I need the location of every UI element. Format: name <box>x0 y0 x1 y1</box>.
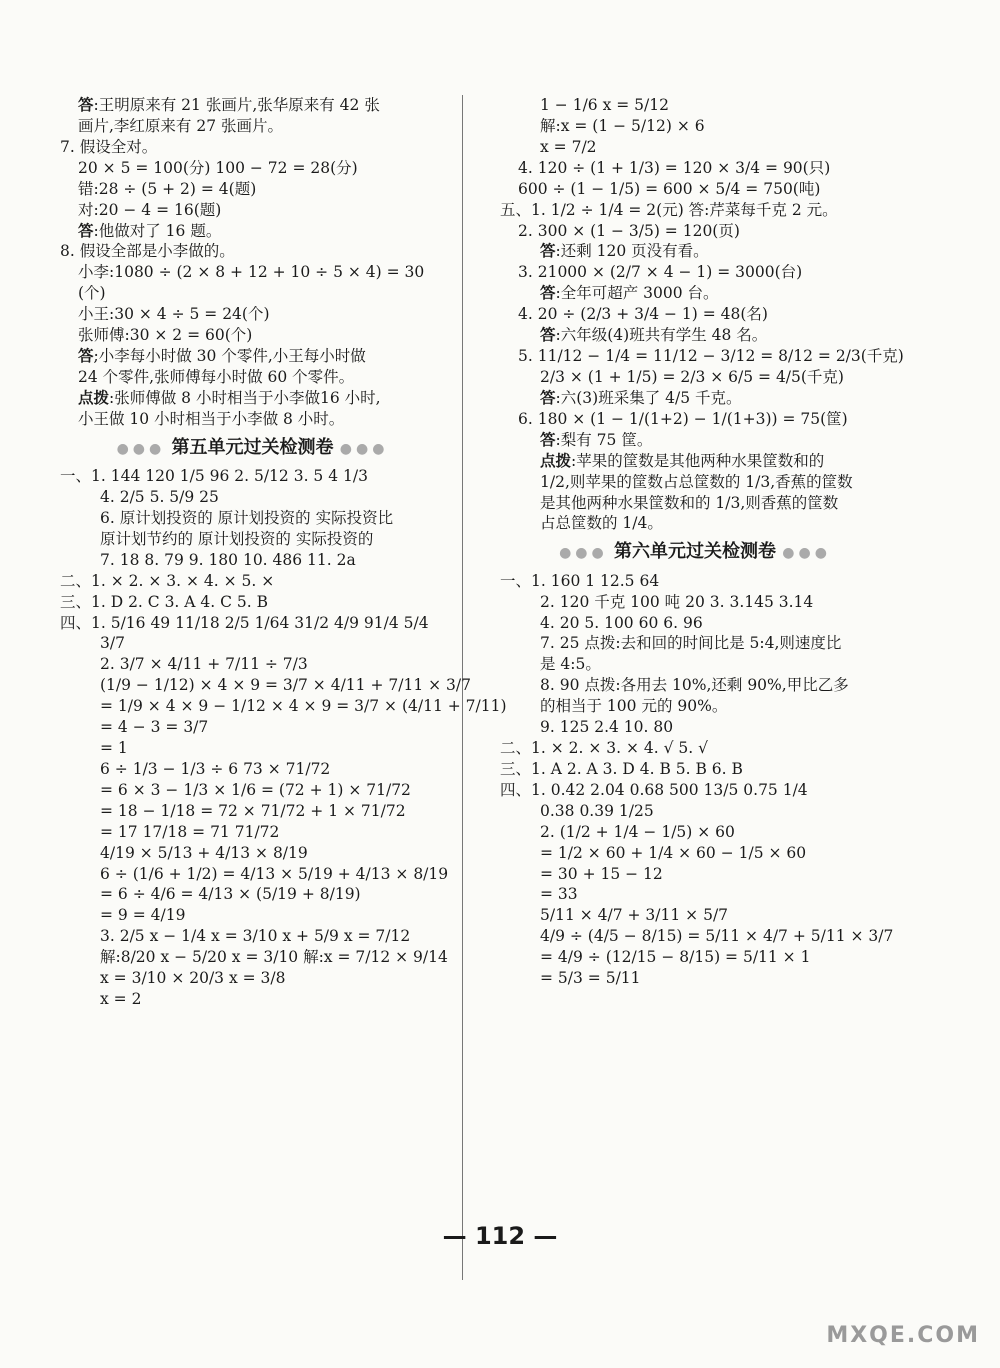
answer-text: 4/9 ÷ (4/5 − 8/15) = 5/11 × 4/7 + 5/11 × 3/7 <box>540 927 894 946</box>
answer-line <box>500 968 890 989</box>
answer-line <box>500 304 890 325</box>
answer-text: = 6 × 3 − 1/3 × 1/6 = (72 + 1) × 71/72 <box>100 780 411 799</box>
right-column <box>500 95 904 989</box>
answer-line <box>60 95 445 116</box>
answer-line <box>60 262 445 283</box>
answer-text: 4/19 × 5/13 + 4/13 × 8/19 <box>100 843 308 862</box>
left-answers-part2 <box>60 466 507 1010</box>
answer-line <box>500 947 890 968</box>
answer-line <box>500 801 890 822</box>
answer-text: = 9 = 4/19 <box>100 906 186 925</box>
answer-text: = 33 <box>540 885 578 904</box>
answer-text: 是 4:5。 <box>540 655 601 674</box>
answer-text: 二、1. × 2. × 3. × 4. × 5. × <box>60 571 275 590</box>
answer-line <box>60 158 445 179</box>
answer-text: = 1/2 × 60 + 1/4 × 60 − 1/5 × 60 <box>540 843 807 862</box>
right-answers-part1 <box>500 95 904 534</box>
answer-line <box>500 367 890 388</box>
answer-line <box>60 487 445 508</box>
answer-line <box>60 221 445 242</box>
answer-text: (1/9 − 1/12) × 4 × 9 = 3/7 × 4/11 + 7/11 × 3/7 <box>100 676 471 695</box>
answer-text: 3. 21000 × (2/7 × 4 − 1) = 3000(台) <box>518 263 803 282</box>
answer-text: = 18 − 1/18 = 72 × 71/72 + 1 × 71/72 <box>100 801 406 820</box>
answer-line <box>500 116 890 137</box>
answer-line <box>500 717 890 738</box>
answer-line <box>60 905 445 926</box>
answer-text: = 4/9 ÷ (12/15 − 8/15) = 5/11 × 1 <box>540 948 811 967</box>
answer-text: :六年级(4)班共有学生 48 名。 <box>555 326 768 345</box>
answer-line <box>60 325 445 346</box>
answer-text: 2. 300 × (1 − 3/5) = 120(页) <box>518 221 740 240</box>
answer-line <box>60 926 445 947</box>
answer-text: (个) <box>78 284 106 303</box>
answer-line <box>500 472 890 493</box>
answer-line <box>500 759 890 780</box>
section-title-text: 第五单元过关检测卷 <box>171 436 334 458</box>
answer-text: 0.38 0.39 1/25 <box>540 801 654 820</box>
answer-text: = 4 − 3 = 3/7 <box>100 718 209 737</box>
answer-line <box>500 926 894 947</box>
answer-text: 1 − 1/6 x = 5/12 <box>540 96 669 114</box>
answer-text: 画片,李红原来有 27 张画片。 <box>78 116 284 135</box>
answer-text: 600 ÷ (1 − 1/5) = 600 × 5/4 = 750(吨) <box>518 179 821 198</box>
answer-text: ;小李每小时做 30 个零件,小王每小时做 <box>93 347 366 366</box>
answer-text: :张师傅做 8 小时相当于小李做16 小时, <box>109 388 381 407</box>
answer-text: :六(3)班采集了 4/5 千克。 <box>555 388 742 407</box>
answer-line <box>500 571 890 592</box>
answer-line <box>60 780 445 801</box>
answer-line <box>60 675 471 696</box>
answer-line <box>500 221 890 242</box>
answer-text: 7. 18 8. 79 9. 180 10. 486 11. 2a <box>100 550 356 569</box>
section-title-text: 第六单元过关检测卷 <box>614 541 776 563</box>
answer-text: 5/11 × 4/7 + 3/11 × 5/7 <box>540 906 729 925</box>
answer-line <box>500 822 890 843</box>
answer-text: 8. 假设全部是小李做的。 <box>60 242 235 261</box>
answer-text: :王明原来有 21 张画片,张华原来有 42 张 <box>93 96 380 114</box>
answer-text: 1/2,则苹果的筐数占总筐数的 1/3,香蕉的筐数 <box>540 472 853 491</box>
answer-text: 4. 20 5. 100 60 6. 96 <box>540 613 703 632</box>
answer-line <box>60 613 445 634</box>
answer-label: 点拨 <box>78 388 110 407</box>
answer-line <box>60 283 445 304</box>
answer-line <box>60 367 445 388</box>
answer-line <box>60 409 445 430</box>
watermark-logo: MXQE.COM <box>826 1323 980 1348</box>
answer-text: = 30 + 15 − 12 <box>540 864 663 883</box>
answer-text: 8. 90 点拨:各用去 10%,还剩 90%,甲比乙多 <box>540 676 849 695</box>
answer-line <box>500 905 890 926</box>
answer-line <box>60 696 507 717</box>
answer-line <box>60 947 448 968</box>
answer-text: 3. 2/5 x − 1/4 x = 3/10 x + 5/9 x = 7/12 <box>100 927 411 946</box>
left-answers-part1 <box>60 95 445 430</box>
answer-line <box>60 571 445 592</box>
answer-line <box>500 592 890 613</box>
answer-line <box>500 262 890 283</box>
answer-line <box>60 843 445 864</box>
answer-text: :苹果的筐数是其他两种水果筐数和的 <box>571 451 825 470</box>
answer-line <box>500 675 890 696</box>
answer-line <box>500 493 890 514</box>
answer-text: 小王:30 × 4 ÷ 5 = 24(个) <box>78 305 270 324</box>
answer-line <box>60 989 445 1010</box>
answer-text: 4. 120 ÷ (1 + 1/3) = 120 × 3/4 = 90(只) <box>518 158 831 177</box>
answer-line <box>60 116 445 137</box>
answer-label: 答 <box>540 388 556 407</box>
answer-text: 一、1. 160 1 12.5 64 <box>500 571 660 590</box>
answer-line <box>60 550 445 571</box>
answer-line <box>500 137 890 158</box>
answer-text: :他做对了 16 题。 <box>93 221 222 240</box>
left-column <box>60 95 507 1010</box>
answer-text: 原计划节约的 原计划投资的 实际投资的 <box>100 529 374 548</box>
answer-line <box>60 759 445 780</box>
answer-line <box>60 801 445 822</box>
answer-text: 4. 2/5 5. 5/9 25 <box>100 487 219 506</box>
answer-label: 答 <box>540 284 556 303</box>
answer-line <box>60 529 445 550</box>
decor-dots: ●●● <box>116 440 166 457</box>
answer-line <box>60 304 445 325</box>
answer-line <box>500 633 890 654</box>
answer-text: 7. 25 点拨:去和回的时间比是 5:4,则速度比 <box>540 634 842 653</box>
answer-line <box>500 241 890 262</box>
answer-text: 对:20 − 4 = 16(题) <box>78 200 222 219</box>
decor-dots: ●●● <box>782 545 831 562</box>
answer-line <box>60 822 445 843</box>
answer-line <box>60 241 445 262</box>
answer-line <box>500 179 890 200</box>
answer-text: 2. 3/7 × 4/11 + 7/11 ÷ 7/3 <box>100 655 308 674</box>
answer-label: 答 <box>540 242 556 261</box>
answer-text: = 1 <box>100 739 128 758</box>
answer-text: 解:x = (1 − 5/12) × 6 <box>540 116 705 135</box>
answer-text: 2. (1/2 + 1/4 − 1/5) × 60 <box>540 822 735 841</box>
answer-line <box>500 513 890 534</box>
answer-line <box>500 283 890 304</box>
page-number: — 112 — <box>442 1222 558 1250</box>
answer-text: 20 × 5 = 100(分) 100 − 72 = 28(分) <box>78 158 358 177</box>
answer-text: 2. 120 千克 100 吨 20 3. 3.145 3.14 <box>540 592 814 611</box>
answer-text: 二、1. × 2. × 3. × 4. √ 5. √ <box>500 739 709 758</box>
answer-line <box>60 200 445 221</box>
answer-label: 答 <box>78 221 94 240</box>
answer-text: :全年可超产 3000 台。 <box>555 284 719 303</box>
answer-line <box>60 717 445 738</box>
answer-label: 答 <box>78 96 94 114</box>
right-answers-part2 <box>500 571 894 989</box>
answer-text: 错:28 ÷ (5 + 2) = 4(题) <box>78 179 257 198</box>
answer-line <box>500 613 890 634</box>
answer-text: = 1/9 × 4 × 9 − 1/12 × 4 × 9 = 3/7 × (4/11 + 7/11) <box>100 697 507 716</box>
answer-text: :梨有 75 筐。 <box>555 430 653 449</box>
answer-text: x = 7/2 <box>540 137 597 156</box>
answer-line <box>500 696 890 717</box>
answer-text: 4. 20 ÷ (2/3 + 3/4 − 1) = 48(名) <box>518 305 768 324</box>
answer-text: 占总筐数的 1/4。 <box>540 514 663 533</box>
answer-label: 答 <box>78 347 94 366</box>
section-title-unit6 <box>500 540 890 564</box>
answer-line <box>60 592 445 613</box>
answer-line <box>500 780 890 801</box>
answer-line <box>500 843 890 864</box>
answer-text: 5. 11/12 − 1/4 = 11/12 − 3/12 = 8/12 = 2/3(千克) <box>518 347 904 366</box>
answer-line <box>60 884 445 905</box>
decor-dots: ●●● <box>339 440 389 457</box>
answer-line <box>500 325 890 346</box>
answer-line <box>500 388 890 409</box>
answer-line <box>60 346 445 367</box>
section-title-unit5 <box>60 436 445 460</box>
answer-text: x = 2 <box>100 990 142 1009</box>
answer-text: 四、1. 0.42 2.04 0.68 500 13/5 0.75 1/4 <box>500 780 808 799</box>
answer-text: 的相当于 100 元的 90%。 <box>540 697 728 716</box>
answer-line <box>60 864 449 885</box>
answer-text: 三、1. A 2. A 3. D 4. B 5. B 6. B <box>500 759 743 778</box>
answer-text: 解:8/20 x − 5/20 x = 3/10 解:x = 7/12 × 9/14 <box>100 948 448 967</box>
answer-text: 24 个零件,张师傅每小时做 60 个零件。 <box>78 367 355 386</box>
answer-text: = 5/3 = 5/11 <box>540 969 641 988</box>
decor-dots: ●●● <box>559 545 608 562</box>
answer-line <box>500 346 904 367</box>
answer-text: 小李:1080 ÷ (2 × 8 + 12 + 10 ÷ 5 × 4) = 30 <box>78 263 425 282</box>
answer-line <box>500 884 890 905</box>
answer-text: 五、1. 1/2 ÷ 1/4 = 2(元) 答:芹菜每千克 2 元。 <box>500 200 838 219</box>
answer-line <box>500 200 890 221</box>
answer-text: 6. 原计划投资的 原计划投资的 实际投资比 <box>100 508 394 527</box>
answer-line <box>60 633 445 654</box>
answer-line <box>60 388 445 409</box>
answer-text: = 17 17/18 = 71 71/72 <box>100 822 280 841</box>
answer-text: 张师傅:30 × 2 = 60(个) <box>78 326 253 345</box>
answer-text: 3/7 <box>100 634 125 653</box>
answer-line <box>500 451 890 472</box>
answer-line <box>500 738 890 759</box>
answer-label: 答 <box>540 430 556 449</box>
answer-line <box>60 738 445 759</box>
answer-line <box>60 654 445 675</box>
answer-line <box>60 968 445 989</box>
answer-line <box>60 179 445 200</box>
answer-line <box>60 508 445 529</box>
answer-label: 答 <box>540 326 556 345</box>
answer-text: = 6 ÷ 4/6 = 4/13 × (5/19 + 8/19) <box>100 885 361 904</box>
answer-line <box>500 430 890 451</box>
answer-line <box>500 864 890 885</box>
answer-text: :还剩 120 页没有看。 <box>555 242 709 261</box>
answer-line <box>500 158 890 179</box>
answer-text: x = 3/10 × 20/3 x = 3/8 <box>100 969 286 988</box>
answer-line <box>60 137 445 158</box>
answer-text: 是其他两种水果筐数和的 1/3,则香蕉的筐数 <box>540 493 839 512</box>
answer-text: 小王做 10 小时相当于小李做 8 小时。 <box>78 409 345 428</box>
answer-text: 四、1. 5/16 49 11/18 2/5 1/64 31/2 4/9 91/4 5/4 <box>60 613 429 632</box>
answer-text: 三、1. D 2. C 3. A 4. C 5. B <box>60 592 269 611</box>
answer-line <box>60 466 445 487</box>
answer-text: 6. 180 × (1 − 1/(1+2) − 1/(1+3)) = 75(筐) <box>518 409 848 428</box>
answer-text: 6 ÷ 1/3 − 1/3 ÷ 6 73 × 71/72 <box>100 759 331 778</box>
answer-label: 点拨 <box>540 451 572 470</box>
answer-text: 2/3 × (1 + 1/5) = 2/3 × 6/5 = 4/5(千克) <box>540 367 844 386</box>
answer-line <box>500 654 890 675</box>
answer-line <box>500 95 890 116</box>
answer-line <box>500 409 890 430</box>
answer-text: 一、1. 144 120 1/5 96 2. 5/12 3. 5 4 1/3 <box>60 467 368 486</box>
answer-text: 9. 125 2.4 10. 80 <box>540 718 674 737</box>
answer-text: 6 ÷ (1/6 + 1/2) = 4/13 × 5/19 + 4/13 × 8/19 <box>100 864 449 883</box>
answer-text: 7. 假设全对。 <box>60 137 158 156</box>
